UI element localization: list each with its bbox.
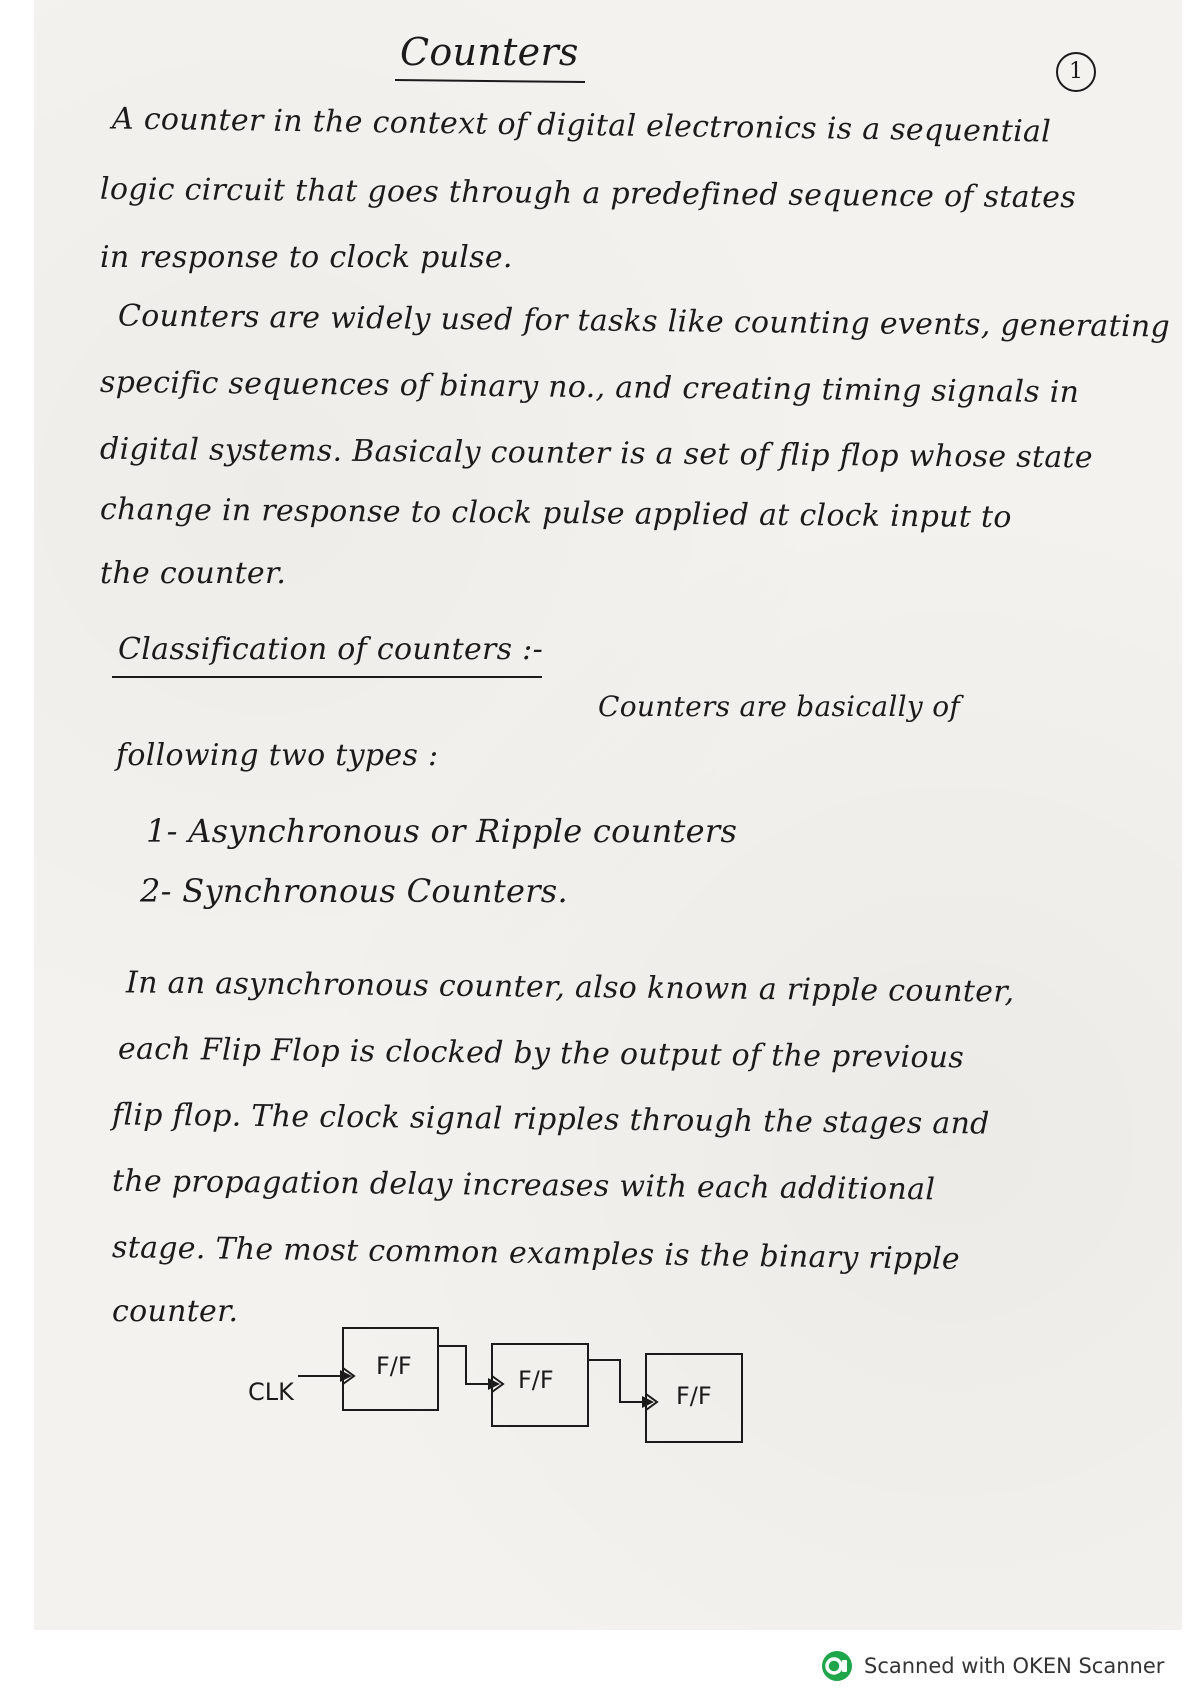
intro-line-3: in response to clock pulse. (100, 240, 513, 275)
async-line-1: In an asynchronous counter, also known a ripple counter, (125, 965, 1015, 1010)
usage-line-3: digital systems. Basicaly counter is a set of flip flop whose state (99, 431, 1094, 476)
intro-line-2: logic circuit that goes through a predefined sequence of states (99, 171, 1077, 216)
async-line-6: counter. (112, 1294, 239, 1329)
usage-line-2: specific sequences of binary no., and creating timing signals in (99, 364, 1080, 411)
usage-line-4: change in response to clock pulse applied at clock input to (99, 492, 1012, 535)
flip-flop-label-3: F/F (676, 1382, 712, 1410)
usage-line-5: the counter. (100, 556, 287, 591)
clock-label: CLK (248, 1378, 294, 1406)
classification-text-2: following two types : (116, 738, 439, 773)
page-title: Counters (400, 30, 579, 74)
async-line-3: flip flop. The clock signal ripples through the stages and (111, 1097, 990, 1142)
connector-2-3 (588, 1360, 646, 1402)
oken-scanner-logo-icon (820, 1649, 854, 1683)
usage-line-1: Counters are widely used for tasks like counting events, generating (117, 298, 1171, 345)
connector-1-2 (438, 1346, 492, 1384)
type-item-1: 1- Asynchronous or Ripple counters (146, 812, 738, 850)
classification-heading: Classification of counters :- (118, 632, 544, 667)
async-line-5: stage. The most common examples is the binary ripple (111, 1230, 961, 1277)
scanner-text: Scanned with OKEN Scanner (864, 1654, 1165, 1678)
clock-arrow-head (340, 1370, 352, 1382)
intro-line-1: A counter in the context of digital electronics is a sequential (111, 101, 1052, 150)
flip-flop-label-2: F/F (518, 1366, 554, 1394)
async-line-2: each Flip Flop is clocked by the output of the previous (117, 1031, 965, 1076)
flip-flop-label-1: F/F (376, 1352, 412, 1380)
classification-text-1: Counters are basically of (598, 690, 961, 723)
async-line-4: the propagation delay increases with each additional (111, 1163, 936, 1208)
scanner-watermark (820, 1648, 1164, 1684)
page-number: 1 (1056, 52, 1096, 92)
type-item-2: 2- Synchronous Counters. (140, 872, 568, 910)
